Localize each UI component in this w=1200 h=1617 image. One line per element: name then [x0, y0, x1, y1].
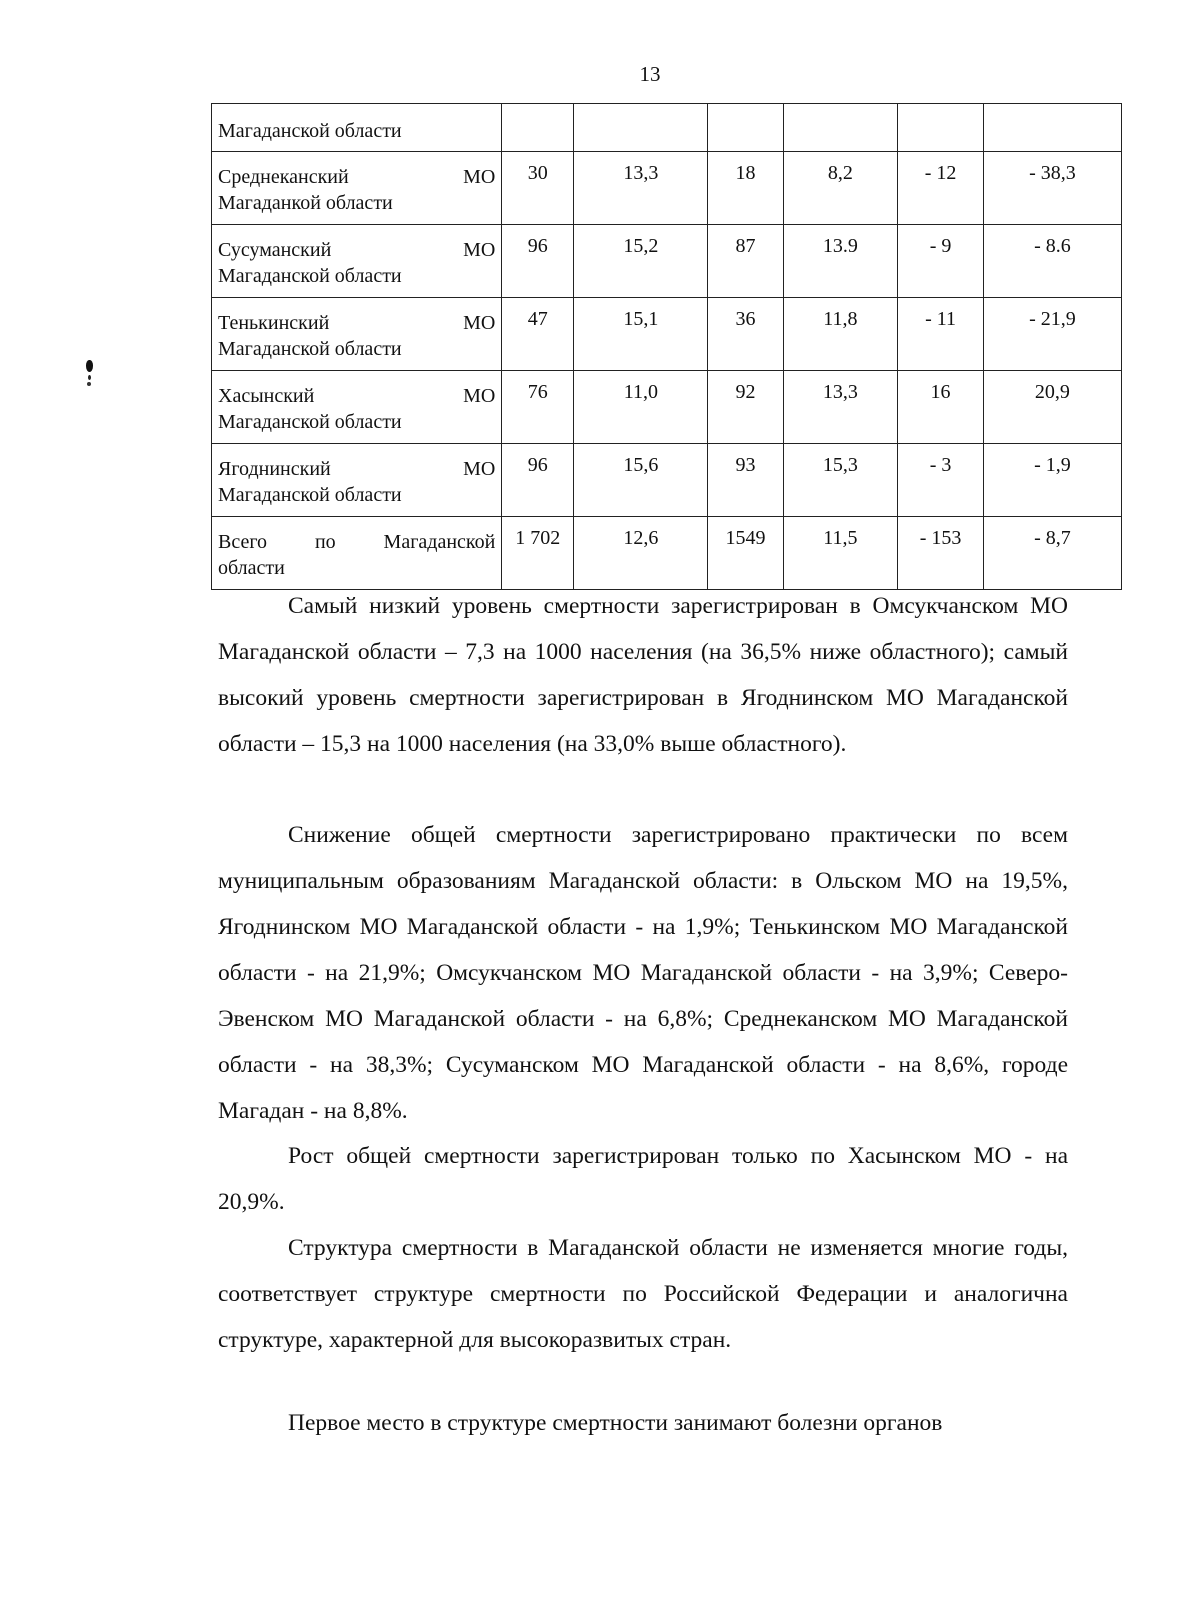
paragraph-mortality-increase — [218, 1133, 1068, 1225]
table-cell: 12,6 — [574, 517, 708, 590]
table-cell: 87 — [708, 225, 783, 298]
paragraph-text: Снижение общей смертности зарегистрировано практически по всем муниципальным образованиям Магаданской области: в Ольском МО на 19,5%, Ягоднинском МО Магаданской области - на 1,9%; Тенькинском МО Магаданской области - на 21,9%; Омсукчанском МО Магаданской области - на 3,9%; Северо-Эвенском МО Магаданской области - на 6,8%; Среднеканском МО Магаданской области - на 38,3%; Сусуманском МО Магаданской области - на 8,6%, городе Магадан - на 8,8%. — [218, 822, 1068, 1124]
table-cell: 11,5 — [783, 517, 898, 590]
table-row — [212, 298, 1122, 371]
table-cell: - 12 — [898, 152, 983, 225]
row-name-mo: МО — [463, 458, 496, 480]
table-cell: 16 — [898, 371, 983, 444]
table-cell-name — [212, 104, 502, 152]
table-cell: 92 — [708, 371, 783, 444]
table-cell-name — [212, 298, 502, 371]
table-cell: 96 — [502, 225, 574, 298]
row-name: Ягоднинский — [218, 458, 331, 480]
row-name: Хасынский — [218, 385, 315, 407]
row-name-region: Магаданской области — [218, 338, 402, 360]
paragraph-text: Рост общей смертности зарегистрирован только по Хасынском МО - на 20,9%. — [218, 1143, 1068, 1215]
row-name-mo: МО — [463, 312, 496, 334]
row-name-region: Магаданской области — [218, 265, 402, 287]
table-cell: 13,3 — [783, 371, 898, 444]
table-cell — [502, 104, 574, 152]
table-cell-name — [212, 444, 502, 517]
table-cell-name — [212, 225, 502, 298]
table-cell — [574, 104, 708, 152]
paragraph-mortality-structure — [218, 1225, 1068, 1363]
table-cell — [983, 104, 1121, 152]
mortality-table — [211, 103, 1122, 590]
table-cell: 13.9 — [783, 225, 898, 298]
table-cell: - 38,3 — [983, 152, 1121, 225]
table-cell: - 1,9 — [983, 444, 1121, 517]
table-cell: - 8.6 — [983, 225, 1121, 298]
paragraph-first-place — [218, 1400, 1068, 1446]
row-name: Сусуманский — [218, 239, 332, 261]
table-row-total — [212, 517, 1122, 590]
table-cell: 18 — [708, 152, 783, 225]
row-name-word: по — [314, 531, 336, 553]
table-cell: 15,6 — [574, 444, 708, 517]
paragraph-text: Структура смертности в Магаданской области не изменяется многие годы, соответствует структуре смертности по Российской Федерации и аналогична структуре, характерной для высокоразвитых стран. — [218, 1235, 1068, 1353]
table-cell: 11,8 — [783, 298, 898, 371]
table-cell: 1549 — [708, 517, 783, 590]
table-cell: - 11 — [898, 298, 983, 371]
row-name-region: Магаданской области — [218, 411, 402, 433]
row-name-word: Всего — [218, 531, 268, 553]
table-cell: 15,2 — [574, 225, 708, 298]
paragraph-mortality-decrease — [218, 812, 1068, 1134]
row-name: Тенькинский — [218, 312, 330, 334]
table-row — [212, 152, 1122, 225]
table-cell: - 21,9 — [983, 298, 1121, 371]
table-cell: 13,3 — [574, 152, 708, 225]
table-cell-name — [212, 152, 502, 225]
table-cell: - 153 — [898, 517, 983, 590]
row-name-mo: МО — [463, 166, 496, 188]
table-cell: 36 — [708, 298, 783, 371]
table-cell: - 8,7 — [983, 517, 1121, 590]
table-cell-name — [212, 371, 502, 444]
table-cell: 47 — [502, 298, 574, 371]
row-name: Среднеканский — [218, 166, 349, 188]
table-cell: 8,2 — [783, 152, 898, 225]
table-cell: - 3 — [898, 444, 983, 517]
table-cell: 11,0 — [574, 371, 708, 444]
table-cell: 1 702 — [502, 517, 574, 590]
scan-artifact-mark — [84, 360, 94, 390]
table-cell: 30 — [502, 152, 574, 225]
row-name-mo: МО — [463, 385, 496, 407]
table-cell: 15,3 — [783, 444, 898, 517]
table-cell: 15,1 — [574, 298, 708, 371]
table-cell: - 9 — [898, 225, 983, 298]
row-name-mo: МО — [463, 239, 496, 261]
table-cell — [783, 104, 898, 152]
table-row — [212, 444, 1122, 517]
paragraph-text: Самый низкий уровень смертности зарегистрирован в Омсукчанском МО Магаданской области – 7,3 на 1000 населения (на 36,5% ниже областного); самый высокий уровень смертности зарегистрирован в Ягоднинском МО Магаданской области – 15,3 на 1000 населения (на 33,0% выше областного). — [218, 593, 1068, 757]
row-name-word: Магаданской — [383, 531, 496, 553]
page-number: 13 — [639, 62, 661, 86]
paragraph-text: Первое место в структуре смертности занимают болезни органов — [288, 1410, 943, 1436]
table-cell-name — [212, 517, 502, 590]
row-name: Магаданской области — [218, 120, 402, 142]
table-row — [212, 225, 1122, 298]
table-cell — [708, 104, 783, 152]
paragraph-lowest-highest-mortality — [218, 583, 1068, 767]
table-row — [212, 371, 1122, 444]
row-name-region: Магаданской области — [218, 484, 402, 506]
table-cell: 96 — [502, 444, 574, 517]
table-cell: 20,9 — [983, 371, 1121, 444]
table-cell: 76 — [502, 371, 574, 444]
table-row — [212, 104, 1122, 152]
table-cell: 93 — [708, 444, 783, 517]
row-name-region: области — [218, 557, 285, 579]
row-name-region: Магаданкой области — [218, 192, 393, 214]
table-cell — [898, 104, 983, 152]
